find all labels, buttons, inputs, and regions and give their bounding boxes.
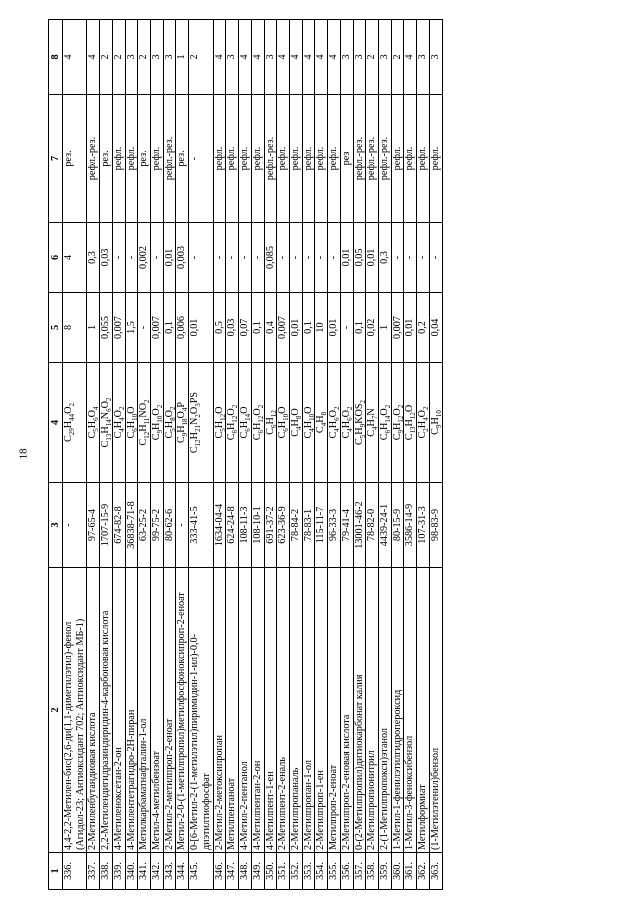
value-col5: 0,01 <box>328 293 341 363</box>
hazard-class: 2 <box>189 20 213 95</box>
formula: $C_5H_6O_4$ <box>87 363 100 483</box>
mode: рефл. <box>226 95 239 223</box>
table-row <box>302 20 315 890</box>
value-col5: 0,1 <box>353 293 366 363</box>
hazard-class: 4 <box>63 20 87 95</box>
value-col6: - <box>328 223 341 293</box>
formula: $C_{12}H_{11}NO_2$ <box>138 363 151 483</box>
table-row <box>366 20 379 890</box>
row-number: 358. <box>366 853 379 890</box>
table-row <box>264 20 277 890</box>
formula: $C_{13}H_{12}O$ <box>404 363 417 483</box>
value-col6: - <box>391 223 404 293</box>
formula: $C_4H_8$ <box>315 363 328 483</box>
substances-table <box>48 19 443 890</box>
value-col6: 0,3 <box>378 223 391 293</box>
substance-name: 2-(1-Метилпропокси)этанол <box>378 568 391 853</box>
hazard-class: 2 <box>366 20 379 95</box>
formula: $C_5H_9KOS_2$ <box>353 363 366 483</box>
mode: рефл. <box>315 95 328 223</box>
formula: $C_9H_{12}O_2$ <box>391 363 404 483</box>
value-col6: - <box>315 223 328 293</box>
substance-name: 2-Метилпропаналь <box>289 568 302 853</box>
table-row <box>151 20 164 890</box>
table-row <box>125 20 138 890</box>
mode: рефл.-рез. <box>264 95 277 223</box>
value-col5: 10 <box>315 293 328 363</box>
table-row <box>239 20 252 890</box>
cas-number: 98-83-9 <box>429 483 442 568</box>
substance-name: 4-Метилпентан-2-он <box>251 568 264 853</box>
value-col5: 0,04 <box>429 293 442 363</box>
cas-number: 99-75-2 <box>151 483 164 568</box>
mode: рефл. <box>391 95 404 223</box>
mode: рефл. <box>417 95 430 223</box>
cas-number: 78-84-2 <box>289 483 302 568</box>
formula: $C_9H_{18}O_4P$ <box>176 363 189 483</box>
mode: рефл. <box>151 95 164 223</box>
cas-number: 4439-24-1 <box>378 483 391 568</box>
header-col-4: 4 <box>49 363 63 483</box>
hazard-class: 3 <box>125 20 138 95</box>
value-col6: 0,085 <box>264 223 277 293</box>
value-col5: 0,1 <box>302 293 315 363</box>
value-col5: 0,02 <box>366 293 379 363</box>
page-number: 18 <box>17 448 30 460</box>
formula: $C_4H_4O_2$ <box>112 363 125 483</box>
cas-number: 36838-71-8 <box>125 483 138 568</box>
table-row <box>163 20 176 890</box>
formula: $C_4H_8O$ <box>289 363 302 483</box>
hazard-class: 4 <box>87 20 100 95</box>
hazard-class: 4 <box>302 20 315 95</box>
row-number: 341. <box>138 853 151 890</box>
cas-number: 691-37-2 <box>264 483 277 568</box>
table-row <box>328 20 341 890</box>
mode: рефл.-рез. <box>353 95 366 223</box>
header-row <box>49 20 63 890</box>
cas-number: 623-36-9 <box>277 483 290 568</box>
hazard-class: 3 <box>378 20 391 95</box>
value-col5: 1 <box>378 293 391 363</box>
formula: $C_4H_7N$ <box>366 363 379 483</box>
row-number: 361. <box>404 853 417 890</box>
substance-name: Метилпроп-2-еноат <box>328 568 341 853</box>
formula: $C_{29}H_{44}O_2$ <box>63 363 87 483</box>
table-row <box>226 20 239 890</box>
value-col5: 8 <box>63 293 87 363</box>
value-col6: 0,01 <box>366 223 379 293</box>
table-row <box>63 20 87 890</box>
table-row <box>189 20 213 890</box>
value-col5: 0,5 <box>213 293 226 363</box>
substance-name: 4,4-2,2-Метилен-бис(2,6-ди(1,1-диметилэтил)-фенол (Агидол-23; Антиоксидант 702; Антиоксидант МБ-1) <box>63 568 87 853</box>
cas-number: 80-15-9 <box>391 483 404 568</box>
mode: рефл. <box>125 95 138 223</box>
hazard-class: 3 <box>429 20 442 95</box>
mode: рефл.-рез. <box>378 95 391 223</box>
table-row <box>100 20 113 890</box>
substance-name: 1-Метил-3-феноксибензол <box>404 568 417 853</box>
substance-name: Метил-2-0-(1-метилпропил)метилфосфоноксипроп-2-еноат <box>176 568 189 853</box>
value-col5: 0,006 <box>176 293 189 363</box>
hazard-class: 3 <box>417 20 430 95</box>
value-col5: 0,007 <box>112 293 125 363</box>
row-number: 359. <box>378 853 391 890</box>
substance-name: 2-Метиленбутандиовая кислота <box>87 568 100 853</box>
mode: рез <box>340 95 353 223</box>
row-number: 340. <box>125 853 138 890</box>
cas-number: 63-25-2 <box>138 483 151 568</box>
formula: $C_{13}H_{14}N_6O_2$ <box>100 363 113 483</box>
table-row <box>112 20 125 890</box>
row-number: 354. <box>315 853 328 890</box>
formula: $C_6H_{14}O_2$ <box>378 363 391 483</box>
cas-number: 78-83-1 <box>302 483 315 568</box>
mode: рефл.-рез. <box>163 95 176 223</box>
substance-name: 2-Метилпропан-1-ол <box>302 568 315 853</box>
header-col-3: 3 <box>49 483 63 568</box>
mode: рефл. <box>251 95 264 223</box>
hazard-class: 2 <box>112 20 125 95</box>
value-col6: - <box>189 223 213 293</box>
substance-name: 2-Метилпент-2-еналь <box>277 568 290 853</box>
table-body <box>63 20 443 890</box>
substance-name: Метилкарбаматнафталин-1-ол <box>138 568 151 853</box>
mode: рефл. <box>328 95 341 223</box>
hazard-class: 3 <box>353 20 366 95</box>
substance-name: Метилформиат <box>417 568 430 853</box>
value-col5: 1 <box>87 293 100 363</box>
value-col6: 4 <box>63 223 87 293</box>
row-number: 343. <box>163 853 176 890</box>
substance-name: 4-Метилентетрагидро-2Н-пиран <box>125 568 138 853</box>
mode: рефл. <box>239 95 252 223</box>
substance-name: 2-Метилпроп-1-ен <box>315 568 328 853</box>
cas-number: 80-62-6 <box>163 483 176 568</box>
cas-number: 3586-14-9 <box>404 483 417 568</box>
value-col6: 0,05 <box>353 223 366 293</box>
value-col5: 0,01 <box>289 293 302 363</box>
substance-name: Метилпентаноат <box>226 568 239 853</box>
cas-number: 1707-15-9 <box>100 483 113 568</box>
hazard-class: 3 <box>163 20 176 95</box>
value-col5: 1,5 <box>125 293 138 363</box>
value-col6: - <box>277 223 290 293</box>
row-number: 346. <box>213 853 226 890</box>
cas-number: 79-41-4 <box>340 483 353 568</box>
cas-number: 108-11-3 <box>239 483 252 568</box>
value-col5: 0,01 <box>404 293 417 363</box>
value-col5: 0,1 <box>163 293 176 363</box>
row-number: 345. <box>189 853 213 890</box>
substance-name: Метил-4-метилбензоат <box>151 568 164 853</box>
hazard-class: 4 <box>289 20 302 95</box>
substance-name: 2-Метил-2-метилпроп-2-еноат <box>163 568 176 853</box>
hazard-class: 3 <box>151 20 164 95</box>
header-col-1: 1 <box>49 853 63 890</box>
hazard-class: 4 <box>328 20 341 95</box>
table-row <box>417 20 430 890</box>
mode: рез. <box>63 95 87 223</box>
hazard-class: 3 <box>264 20 277 95</box>
value-col5: 0,007 <box>151 293 164 363</box>
hazard-class: 2 <box>100 20 113 95</box>
cas-number: 108-10-1 <box>251 483 264 568</box>
row-number: 362. <box>417 853 430 890</box>
formula: $C_5H_{12}O$ <box>213 363 226 483</box>
table-row <box>378 20 391 890</box>
value-col5: 0,1 <box>251 293 264 363</box>
value-col6: 0,003 <box>176 223 189 293</box>
value-col6: - <box>404 223 417 293</box>
header-col-6: 6 <box>49 223 63 293</box>
value-col6: - <box>213 223 226 293</box>
table-row <box>315 20 328 890</box>
hazard-class: 2 <box>391 20 404 95</box>
hazard-class: 3 <box>226 20 239 95</box>
value-col5: 0,07 <box>239 293 252 363</box>
value-col5: 0,01 <box>189 293 213 363</box>
value-col5: 0,4 <box>264 293 277 363</box>
header-col-2: 2 <box>49 568 63 853</box>
cas-number: 96-33-3 <box>328 483 341 568</box>
header-col-7: 7 <box>49 95 63 223</box>
cas-number: 115-11-7 <box>315 483 328 568</box>
row-number: 351. <box>277 853 290 890</box>
value-col6: 0,01 <box>340 223 353 293</box>
mode: рефл. <box>277 95 290 223</box>
value-col6: - <box>226 223 239 293</box>
formula: $C_5H_8O_2$ <box>163 363 176 483</box>
substance-name: 2-Метил-2-метоксипропан <box>213 568 226 853</box>
table-row <box>429 20 442 890</box>
table-row <box>138 20 151 890</box>
formula: $C_6H_{12}O_2$ <box>226 363 239 483</box>
table-row <box>289 20 302 890</box>
mode: рефл. <box>429 95 442 223</box>
substance-name: 1-Метил-1-фенилэтилгидропероксид <box>391 568 404 853</box>
cas-number: 674-82-8 <box>112 483 125 568</box>
formula: $C_6H_{12}O_2$ <box>251 363 264 483</box>
formula: $C_4H_6O_2$ <box>328 363 341 483</box>
formula: $C_6H_{12}$ <box>264 363 277 483</box>
value-col6: - <box>125 223 138 293</box>
value-col6: - <box>239 223 252 293</box>
hazard-class: 4 <box>239 20 252 95</box>
mode: рефл. <box>289 95 302 223</box>
formula: $C_9H_{10}$ <box>429 363 442 483</box>
value-col5: - <box>340 293 353 363</box>
substance-name: (1-Метилэтенил)бензол <box>429 568 442 853</box>
cas-number: 107-31-3 <box>417 483 430 568</box>
mode: рефл. <box>112 95 125 223</box>
cas-number: 97-65-4 <box>87 483 100 568</box>
value-col5: 0,2 <box>417 293 430 363</box>
row-number: 347. <box>226 853 239 890</box>
row-number: 350. <box>264 853 277 890</box>
row-number: 338. <box>100 853 113 890</box>
value-col6: - <box>289 223 302 293</box>
row-number: 353. <box>302 853 315 890</box>
mode: рефл. <box>213 95 226 223</box>
row-number: 357. <box>353 853 366 890</box>
table-row <box>87 20 100 890</box>
rotated-table-container <box>48 20 616 890</box>
table-row <box>213 20 226 890</box>
mode: рез. <box>100 95 113 223</box>
cas-number: 624-24-8 <box>226 483 239 568</box>
row-number: 344. <box>176 853 189 890</box>
substance-name: 4-Метилпент-1-ен <box>264 568 277 853</box>
hazard-class: 4 <box>251 20 264 95</box>
value-col5: 0,007 <box>391 293 404 363</box>
value-col6: 0,3 <box>87 223 100 293</box>
cas-number: 1634-04-4 <box>213 483 226 568</box>
mode: рефл.-рез. <box>366 95 379 223</box>
row-number: 348. <box>239 853 252 890</box>
row-number: 360. <box>391 853 404 890</box>
substance-name: 4-Метиленоксетан-2-он <box>112 568 125 853</box>
table-row <box>391 20 404 890</box>
row-number: 355. <box>328 853 341 890</box>
hazard-class: 4 <box>404 20 417 95</box>
value-col6: - <box>429 223 442 293</box>
formula: $C_4H_{10}O$ <box>302 363 315 483</box>
formula: $C_9H_{10}O_2$ <box>151 363 164 483</box>
value-col5: 0,007 <box>277 293 290 363</box>
cas-number: - <box>176 483 189 568</box>
cas-number: 13001-46-2 <box>353 483 366 568</box>
formula: $C_{12}H_{21}N_2O_3PS$ <box>189 363 213 483</box>
formula: $C_6H_{14}O$ <box>239 363 252 483</box>
hazard-class: 1 <box>176 20 189 95</box>
table-row <box>251 20 264 890</box>
cas-number: 78-82-0 <box>366 483 379 568</box>
value-col6: - <box>302 223 315 293</box>
row-number: 339. <box>112 853 125 890</box>
value-col5: 0,03 <box>226 293 239 363</box>
cas-number: 333-41-5 <box>189 483 213 568</box>
hazard-class: 4 <box>315 20 328 95</box>
mode: рефл. <box>302 95 315 223</box>
substance-name: 0-(2-Метилпропил)дитиокарбонат калия <box>353 568 366 853</box>
table-row <box>353 20 366 890</box>
row-number: 356. <box>340 853 353 890</box>
substance-name: 2,2-Метилендигидразиндиридин-4-карбоновая кислота <box>100 568 113 853</box>
formula: $C_4H_6O_2$ <box>340 363 353 483</box>
table-row <box>340 20 353 890</box>
row-number: 363. <box>429 853 442 890</box>
formula: $C_2H_4O_2$ <box>417 363 430 483</box>
mode: рефл. <box>404 95 417 223</box>
cas-number: - <box>63 483 87 568</box>
value-col6: - <box>417 223 430 293</box>
value-col6: 0,01 <box>163 223 176 293</box>
substance-name: 2-Метилпропионитрил <box>366 568 379 853</box>
substance-name: 0-[6-Метил-2-(1-метилэтил)пиримидин-1-ил)-0,0-диэтилтиофосфат <box>189 568 213 853</box>
mode: рез. <box>176 95 189 223</box>
hazard-class: 4 <box>213 20 226 95</box>
row-number: 349. <box>251 853 264 890</box>
table-row <box>404 20 417 890</box>
value-col5: 0,055 <box>100 293 113 363</box>
table-row <box>277 20 290 890</box>
row-number: 352. <box>289 853 302 890</box>
table-row <box>176 20 189 890</box>
header-col-8: 8 <box>49 20 63 95</box>
header-col-5: 5 <box>49 293 63 363</box>
hazard-class: 3 <box>340 20 353 95</box>
hazard-class: 4 <box>277 20 290 95</box>
value-col6: - <box>151 223 164 293</box>
mode: - <box>189 95 213 223</box>
value-col5: - <box>138 293 151 363</box>
substance-name: 4-Метил-2-пентанол <box>239 568 252 853</box>
row-number: 337. <box>87 853 100 890</box>
value-col6: - <box>251 223 264 293</box>
value-col6: 0,002 <box>138 223 151 293</box>
substance-name: 2-Метилпроп-2-еновая кислота <box>340 568 353 853</box>
mode: рез. <box>138 95 151 223</box>
value-col6: - <box>112 223 125 293</box>
row-number: 336. <box>63 853 87 890</box>
formula: $C_6H_{10}O$ <box>125 363 138 483</box>
hazard-class: 2 <box>138 20 151 95</box>
mode: рефл.-рез. <box>87 95 100 223</box>
row-number: 342. <box>151 853 164 890</box>
value-col6: 0,03 <box>100 223 113 293</box>
formula: $C_6H_{10}O$ <box>277 363 290 483</box>
